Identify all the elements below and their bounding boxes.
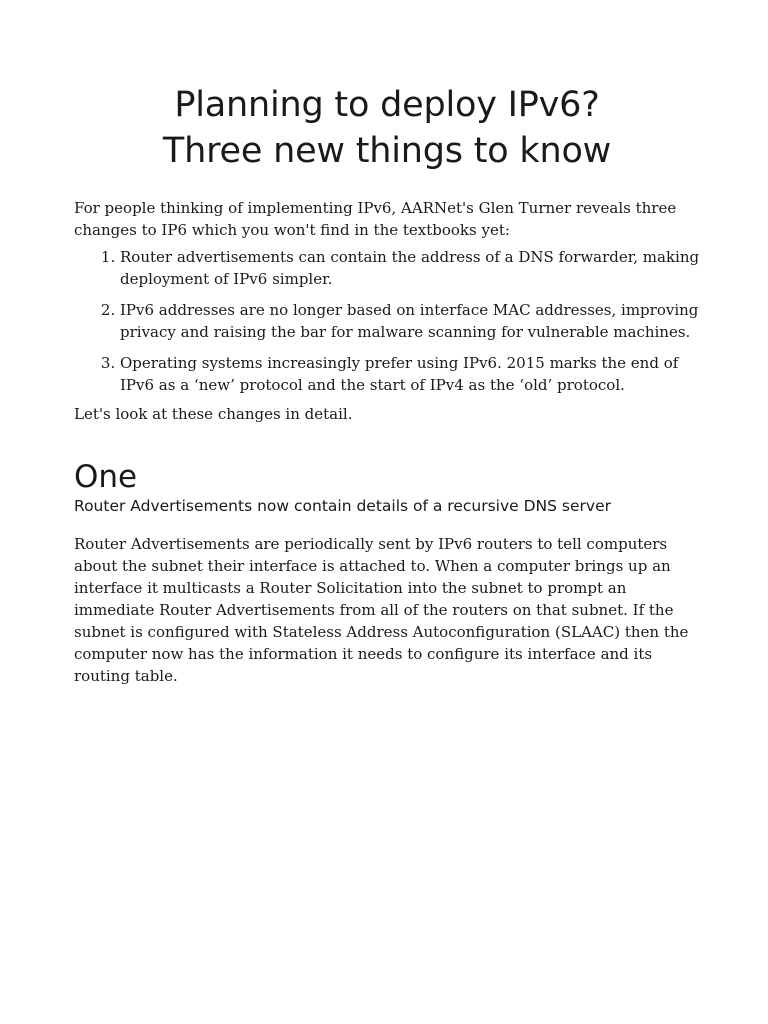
closing-paragraph: Let's look at these changes in detail. — [74, 405, 353, 423]
list-item: 1. Router advertisements can contain the address of a DNS forwarder, making deployment of IPv6 simpler. — [120, 246, 700, 290]
title-line-1: Planning to deploy IPv6? — [174, 85, 600, 125]
list-item: 2. IPv6 addresses are no longer based on interface MAC addresses, improving privacy and raising the bar for malware scanning for vulnerable machines. — [120, 299, 700, 343]
title-line-2: Three new things to know — [162, 131, 612, 171]
changes-list — [74, 246, 700, 396]
page-title — [74, 82, 700, 174]
section-one-paragraph: Router Advertisements are periodically sent by IPv6 routers to tell computers about the subnet their interface is attached to. When a computer brings up an interface it multicasts a Router Solicitation into the subnet to prompt an immediate Router Advertisements from all of the routers on that subnet. If the subnet is configured with Stateless Address Autoconfiguration (SLAAC) then the computer now has the information it needs to configure its interface and its routing table. — [74, 535, 689, 685]
section-subheading-one: Router Advertisements now contain details of a recursive DNS server — [74, 497, 611, 515]
list-item: 3. Operating systems increasingly prefer using IPv6. 2015 marks the end of IPv6 as a ‘new’ protocol and the start of IPv4 as the ‘old’ protocol. — [120, 352, 700, 396]
section-heading-one: One — [74, 459, 138, 495]
document-page — [74, 82, 700, 687]
intro-paragraph: For people thinking of implementing IPv6, AARNet's Glen Turner reveals three changes to IP6 which you won't find in the textbooks yet: — [74, 199, 677, 239]
